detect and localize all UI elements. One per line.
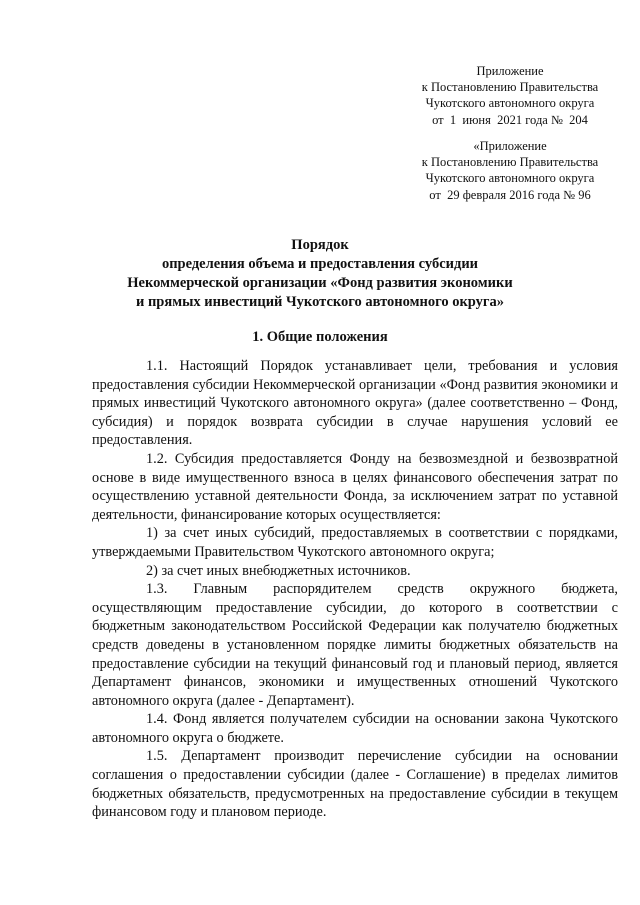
title-line: Порядок bbox=[291, 237, 349, 253]
appendix-date-number-line: от 29 февраля 2016 года № 96 bbox=[429, 187, 591, 202]
appendix-date-number-line: от 1 июня 2021 года № 204 bbox=[432, 112, 588, 127]
appendix-resolution-line: к Постановлению Правительства bbox=[421, 155, 599, 170]
title-line: определения объема и предоставления субсидии bbox=[161, 256, 479, 272]
document-title bbox=[60, 236, 580, 312]
paragraph-1-5: 1.5. Департамент производит перечисление субсидии на основании соглашения о предоставлении субсидии (далее - Соглашение) в пределах лимитов бюджетных обязательств, предусмотренных на предоставление субсидии в текущем финансовом году и плановом периоде. bbox=[92, 748, 618, 821]
paragraph-1-2: 1.2. Субсидия предоставляется Фонду на безвозмездной и безвозвратной основе в виде имущественного взноса в целях финансового обеспечения затрат по осуществлению уставной деятельности Фонда, за исключением затрат по уставной деятельности, финансирование которых осуществляется: bbox=[92, 450, 618, 523]
section-body bbox=[92, 357, 618, 822]
appendix-label: Приложение bbox=[476, 64, 544, 78]
appendix-label: «Приложение bbox=[473, 139, 547, 153]
appendix-government-line: Чукотского автономного округа bbox=[425, 96, 595, 111]
appendix-block-previous bbox=[412, 138, 608, 203]
appendix-government-line: Чукотского автономного округа bbox=[425, 171, 595, 186]
paragraph-1-2-item-2: 2) за счет иных внебюджетных источников. bbox=[146, 562, 411, 579]
appendix-block-current bbox=[412, 63, 608, 128]
paragraph-1-1: 1.1. Настоящий Порядок устанавливает цели, требования и условия предоставления субсидии Некоммерческой организации «Фонд развития экономики и прямых инвестиций Чукотского автономного округа» (далее соответственно – Фонд, субсидия) и порядок возврата субсидии в случае нарушения условий ее предоставления. bbox=[92, 358, 618, 449]
title-line: и прямых инвестиций Чукотского автономного округа» bbox=[135, 294, 505, 310]
appendix-resolution-line: к Постановлению Правительства bbox=[421, 80, 599, 95]
paragraph-1-2-item-1: 1) за счет иных субсидий, предоставляемых в соответствии с порядками, утверждаемыми Правительством Чукотского автономного округа; bbox=[92, 525, 618, 560]
paragraph-1-3: 1.3. Главным распорядителем средств окружного бюджета, осуществляющим предоставление субсидии, до которого в соответствии с бюджетным законодательством Российской Федерации как получателю бюджетных средств доведены в установленном порядке лимиты бюджетных обязательств на предоставление субсидии на текущий финансовый год и плановый период, является Департамент финансов, экономики и имущественных отношений Чукотского автономного округа (далее - Департамент). bbox=[92, 581, 618, 709]
section-heading: 1. Общие положения bbox=[252, 329, 388, 345]
title-line: Некоммерческой организации «Фонд развития экономики bbox=[127, 275, 513, 291]
paragraph-1-4: 1.4. Фонд является получателем субсидии на основании закона Чукотского автономного округа о бюджете. bbox=[92, 711, 618, 746]
